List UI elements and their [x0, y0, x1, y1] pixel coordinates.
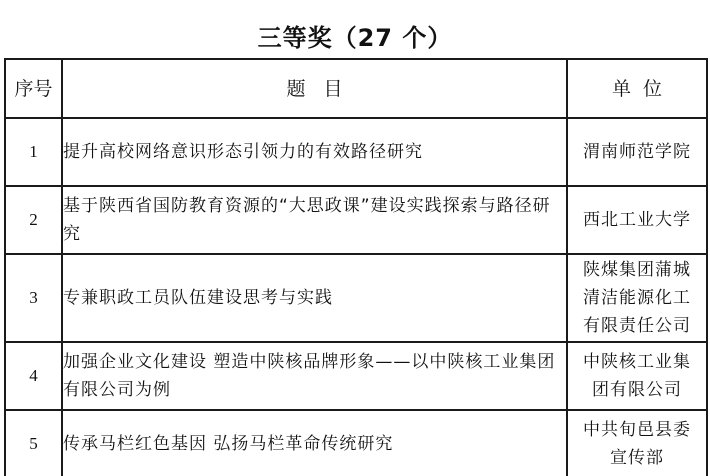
row-number: 1 [5, 118, 62, 186]
table-header-row [5, 59, 707, 118]
section-title: 三等奖（27 个） [257, 24, 453, 52]
header-unit: 单 位 [567, 59, 707, 118]
row-topic: 专兼职政工员队伍建设思考与实践 [62, 254, 567, 342]
row-topic: 加强企业文化建设 塑造中陕核品牌形象——以中陕核工业集团有限公司为例 [62, 342, 567, 410]
row-unit: 陕煤集团蒲城清洁能源化工有限责任公司 [567, 254, 707, 342]
table-row [5, 118, 707, 186]
table-row [5, 342, 707, 410]
header-topic: 题 目 [62, 59, 567, 118]
row-unit: 中陕核工业集团有限公司 [567, 342, 707, 410]
awards-table [4, 58, 708, 476]
row-unit: 中共旬邑县委宣传部 [567, 410, 707, 476]
row-number: 4 [5, 342, 62, 410]
row-topic: 提升高校网络意识形态引领力的有效路径研究 [62, 118, 567, 186]
row-unit: 西北工业大学 [567, 186, 707, 254]
row-topic: 传承马栏红色基因 弘扬马栏革命传统研究 [62, 410, 567, 476]
row-number: 3 [5, 254, 62, 342]
table-row [5, 254, 707, 342]
row-topic: 基于陕西省国防教育资源的“大思政课”建设实践探索与路径研究 [62, 186, 567, 254]
row-number: 5 [5, 410, 62, 476]
header-no: 序号 [5, 59, 62, 118]
table-row [5, 186, 707, 254]
row-unit: 渭南师范学院 [567, 118, 707, 186]
table-row [5, 410, 707, 476]
row-number: 2 [5, 186, 62, 254]
